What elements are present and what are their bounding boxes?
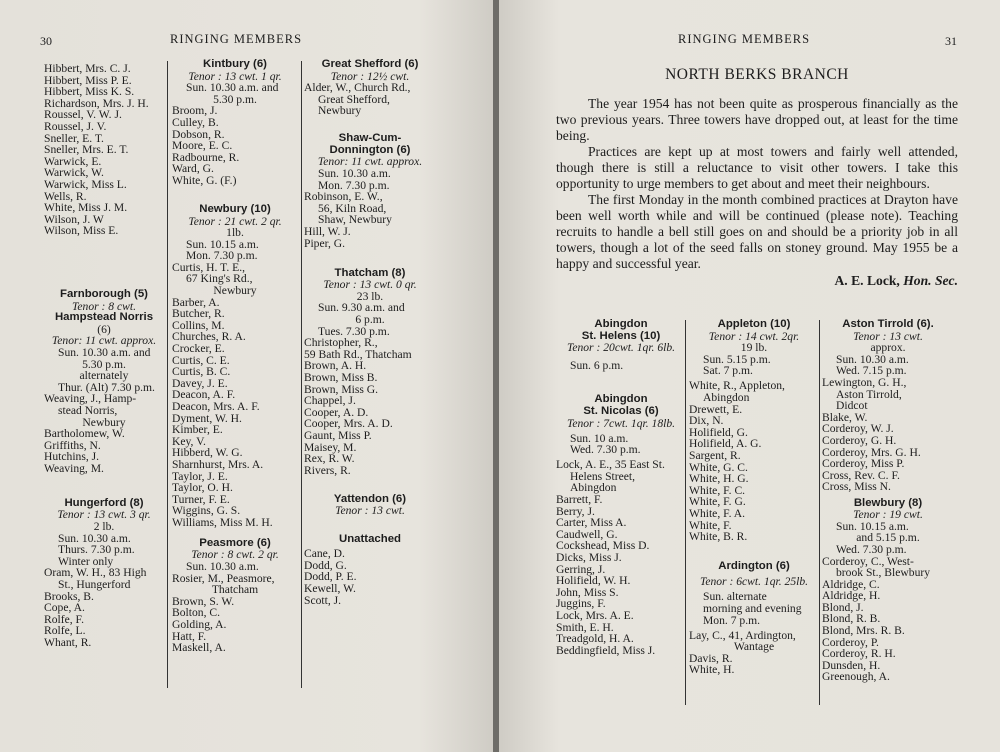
member-name: Gerring, J. [556, 562, 606, 576]
entry-detail: Sun. 10.30 a.m. [836, 352, 909, 366]
member-name: Dodd, G. [304, 558, 347, 572]
member-column-1 [556, 319, 686, 656]
report-paragraph: Practices are kept up at most towers and fairly well attended, though there is still a reluctance to visit other towers. I take this opportunity to urge members to get about and meet their neighbours. [556, 144, 958, 191]
tower-heading: St. Helens (10) [581, 329, 661, 342]
member-name: Butcher, R. [172, 307, 225, 321]
tenor-weight: Tenor : 12½ cwt. [330, 69, 410, 83]
member-name: Sharnhurst, Mrs. A. [172, 457, 264, 471]
member-name: Griffiths, N. [44, 438, 101, 452]
member-name: Caudwell, G. [556, 527, 618, 541]
entry-detail: morning and evening [703, 602, 802, 616]
member-name: Warwick, W. [44, 166, 104, 180]
spacer [44, 475, 164, 498]
entry-detail: Sun. 10.30 a.m. [318, 166, 391, 180]
member-name: White, H. G. [689, 472, 749, 486]
member-name: Hibbert, Mrs. C. J. [44, 62, 131, 75]
tower-heading: Abingdon [594, 318, 648, 330]
member-name: Golding, A. [172, 617, 227, 631]
member-name: Brooks, B. [44, 589, 94, 603]
member-name: Scott, J. [304, 593, 342, 607]
member-name: Brown, Miss G. [304, 382, 379, 396]
member-name: Hatt, F. [172, 629, 207, 643]
tower-heading: Yattendon (6) [333, 492, 407, 505]
tower-heading: Unattached [338, 533, 402, 546]
tower-heading: Thatcham (8) [334, 266, 406, 279]
member-name: Corderoy, Miss P. [822, 457, 905, 471]
member-name: White, G. C. [689, 460, 748, 474]
member-name: Weaving, J., Hamp- [44, 392, 137, 406]
member-name: Kimber, E. [172, 423, 223, 437]
entry-detail: Mon. 7.30 p.m. [186, 249, 258, 263]
member-name: Key, V. [172, 434, 206, 448]
tower-heading: Hungerford (8) [64, 496, 144, 509]
member-name: Roussel, J. V. [44, 119, 107, 133]
spacer [172, 187, 298, 204]
report-paragraph: The year 1954 has not been quite as prosperous financially as the two previous years. Three towers have dropped out, at least for the time being. [556, 96, 958, 143]
column-rule [685, 320, 686, 705]
member-name: Rolfe, F. [44, 612, 84, 626]
member-name: Corderoy, C., West- [822, 554, 914, 568]
entry-detail: stead Norris, [58, 404, 118, 418]
spacer [44, 237, 164, 289]
member-name: Brown, A. H. [304, 359, 367, 373]
member-name: Blond, J. [822, 600, 864, 614]
entry-detail: 56, Kiln Road, [318, 201, 387, 215]
tenor-weight: Tenor : 13 cwt. 3 qr. [57, 508, 151, 522]
member-name: Williams, Miss M. H. [172, 515, 273, 529]
member-name: John, Miss S. [556, 585, 619, 599]
left-page [0, 0, 493, 752]
member-name: Alder, W., Church Rd., [304, 81, 411, 95]
member-name: Holifield, G. [689, 425, 748, 439]
tenor-weight: Tenor : 7cwt. 1qr. 18lb. [566, 416, 676, 430]
member-name: 59 Bath Rd., Thatcham [304, 347, 412, 361]
member-name: Broom, J. [172, 104, 218, 118]
running-head: RINGING MEMBERS [170, 32, 303, 46]
entry-detail: Didcot [836, 399, 868, 413]
member-name: Dyment, W. H. [172, 411, 242, 425]
member-name: Corderoy, R. H. [822, 647, 896, 661]
member-name: Greenough, A. [822, 670, 890, 684]
member-name: Corderoy, P. [822, 635, 879, 649]
tower-heading: Hampstead Norris [54, 311, 154, 324]
member-name: Hutchins, J. [44, 450, 100, 464]
member-name: Lay, C., 41, Ardington, [689, 628, 796, 642]
entry-detail: Sun. 5.15 p.m. [703, 352, 771, 366]
tenor-weight: Tenor : 13 cwt. [335, 504, 405, 518]
member-column-3 [304, 59, 436, 606]
column-rule [819, 320, 820, 705]
member-name: Davey, J. E. [172, 376, 228, 390]
member-name: Corderoy, G. H. [822, 433, 897, 447]
entry-continuation: 5.30 p.m. [213, 92, 257, 106]
member-name: Wilson, J. W [44, 212, 104, 226]
member-name: Juggins, F. [556, 597, 606, 611]
member-name: Curtis, H. T. E., [172, 260, 245, 274]
entry-detail: Aston Tirrold, [836, 387, 902, 401]
member-name: Smith, E. H. [556, 620, 614, 634]
entry-continuation: 23 lb. [356, 289, 384, 303]
member-name: Taylor, J. E. [172, 469, 228, 483]
column-rule [301, 61, 302, 688]
member-name: Wells, R. [44, 189, 87, 203]
entry-continuation: 1lb. [226, 226, 244, 240]
member-name: Corderoy, W. J. [822, 422, 894, 436]
entry-detail: Sun. 10.30 a.m. and [186, 81, 279, 95]
member-name: White, F. A. [689, 506, 746, 520]
member-name: Lock, A. E., 35 East St. [556, 458, 665, 472]
member-name: Maisey, M. [304, 440, 357, 454]
entry-detail: Helens Street, [570, 469, 636, 483]
entry-continuation: (6) [97, 322, 111, 336]
member-name: Rolfe, L. [44, 624, 86, 638]
member-name: Whant, R. [44, 635, 92, 649]
member-name: Hibbert, Miss P. E. [44, 73, 132, 87]
entry-continuation: Wantage [733, 640, 775, 654]
entry-detail: Sun. 10.30 a.m. [186, 560, 259, 573]
entry-continuation: Newbury [82, 415, 126, 429]
running-head: RINGING MEMBERS [678, 32, 811, 46]
member-column-2 [689, 319, 819, 676]
tenor-weight: Tenor : 21 cwt. 2 qr. [188, 214, 282, 228]
tower-heading: Kintbury (6) [203, 58, 267, 70]
entry-detail: Sun. 10.30 a.m. [58, 531, 131, 545]
column-rule [167, 61, 168, 688]
member-name: Bartholomew, W. [44, 427, 125, 441]
member-name: Collins, M. [172, 318, 225, 332]
member-name: Davis, R. [689, 651, 733, 665]
member-name: Corderoy, Mrs. G. H. [822, 445, 921, 459]
member-name: Sargent, R. [689, 449, 741, 462]
tower-heading: Ardington (6) [718, 560, 790, 573]
spacer [304, 249, 436, 268]
report-paragraph: The first Monday in the month combined practices at Drayton have been well worth while and will be continued (please note). Teaching recruits to handle a bell still goes on and should be a priority job in all towers, though a lot of the seed falls on stoney ground. May 1955 be a happy and successful year. [556, 192, 958, 271]
member-name: Barber, A. [172, 295, 220, 309]
member-name: Wilson, Miss E. [44, 224, 119, 238]
spacer [304, 476, 436, 493]
entry-detail: brook St., Blewbury [836, 566, 931, 580]
entry-continuation: 19 lb. [740, 341, 768, 355]
entry-detail: Great Shefford, [318, 92, 390, 106]
signature-name: A. E. Lock, [834, 273, 900, 288]
member-name: Oram, W. H., 83 High [44, 566, 147, 580]
entry-continuation: Newbury [213, 284, 257, 298]
entry-detail: Thur. (Alt) 7.30 p.m. [58, 380, 155, 394]
tenor-weight: Tenor : 8 cwt. 2 qr. [191, 548, 279, 562]
member-name: Lock, Mrs. A. E. [556, 608, 634, 622]
member-name: Rex, R. W. [304, 452, 355, 466]
member-name: Rivers, R. [304, 463, 351, 477]
entry-detail: Thurs. 7.30 p.m. [58, 543, 135, 557]
member-name: Wiggins, G. S. [172, 504, 241, 518]
tenor-weight: Tenor : 13 cwt. [853, 329, 923, 343]
member-name: Richardson, Mrs. J. H. [44, 96, 149, 110]
entry-detail: Sun. 10.15 a.m. [186, 237, 259, 251]
member-name: Christopher, R., [304, 336, 378, 350]
member-name: White, F. C. [689, 483, 746, 497]
member-column-1 [44, 63, 164, 649]
tenor-weight: Tenor : 13 cwt. 0 qr. [323, 278, 417, 292]
member-name: Kewell, W. [304, 582, 356, 596]
tenor-weight: Tenor : 19 cwt. [853, 508, 923, 522]
entry-continuation: and 5.15 p.m. [856, 531, 920, 545]
member-name: Piper, G. [304, 236, 346, 250]
member-name: Berry, J. [556, 504, 595, 518]
entry-continuation: 2 lb. [93, 519, 115, 533]
member-name: Dix, N. [689, 414, 724, 428]
member-name: Radbourne, R. [172, 150, 240, 164]
member-name: Holifield, W. H. [556, 574, 631, 588]
member-name: Churches, R. A. [172, 330, 246, 344]
spacer [556, 371, 686, 394]
entry-detail: Wed. 7.15 p.m. [836, 364, 907, 378]
branch-title: NORTH BERKS BRANCH [665, 66, 849, 83]
page-number: 31 [945, 34, 957, 48]
entry-detail: Shaw, Newbury [318, 213, 392, 227]
entry-continuation: alternately [79, 369, 129, 383]
member-name: Cope, A. [44, 601, 85, 615]
entry-detail: Abingdon [570, 481, 617, 495]
member-name: Blond, R. B. [822, 612, 881, 626]
member-name: Cane, D. [304, 547, 345, 561]
member-name: Cooper, A. D. [304, 405, 369, 419]
member-name: Gaunt, Miss P. [304, 429, 372, 442]
member-name: Holifield, A. G. [689, 437, 762, 451]
member-name: Taylor, O. H. [172, 481, 233, 495]
member-name: Dodd, P. E. [304, 570, 357, 584]
branch-report [556, 96, 958, 289]
entry-detail: Abingdon [703, 391, 750, 405]
page-number: 30 [40, 34, 52, 48]
member-name: Robinson, E. W., [304, 190, 383, 204]
member-name: Beddingfield, Miss J. [556, 643, 656, 657]
member-name: Cross, Miss N. [822, 480, 891, 494]
member-name: Drewett, E. [689, 402, 743, 416]
tower-heading: St. Nicolas (6) [583, 404, 659, 417]
member-name: Curtis, C. E. [172, 353, 230, 367]
member-name: Warwick, Miss L. [44, 177, 127, 191]
entry-detail: Wed. 7.30 p.m. [570, 443, 641, 457]
entry-detail: Sat. 7 p.m. [703, 364, 753, 378]
member-name: Aldridge, H. [822, 589, 881, 603]
member-name: Turner, F. E. [172, 492, 230, 506]
member-name: Chappel, J. [304, 394, 356, 408]
member-name: Blond, Mrs. R. B. [822, 624, 905, 638]
tenor-weight: Tenor: 11 cwt. approx. [51, 334, 157, 348]
tower-heading: Great Shefford (6) [321, 58, 419, 70]
entry-continuation: 6 p.m. [355, 313, 385, 327]
entry-detail: Sun. 10.15 a.m. [836, 519, 909, 533]
member-name: Warwick, E. [44, 154, 102, 168]
member-name: Sneller, Mrs. E. T. [44, 143, 129, 157]
member-name: Hibberd, W. G. [172, 446, 243, 460]
member-name: Culley, B. [172, 115, 219, 129]
entry-continuation: Thatcham [211, 583, 259, 597]
member-name: Aldridge, C. [822, 577, 880, 591]
entry-detail: Wed. 7.30 p.m. [836, 542, 907, 556]
entry-continuation: 5.30 p.m. [82, 357, 126, 371]
member-name: Rosier, M., Peasmore, [172, 571, 275, 585]
member-name: Ward, G. [172, 162, 214, 176]
tower-heading: Donnington (6) [329, 143, 411, 156]
entry-detail: Winter only [58, 554, 114, 568]
tenor-weight: Tenor: 11 cwt. approx. [317, 155, 423, 169]
member-name: Weaving, M. [44, 462, 104, 475]
member-name: Brown, Miss B. [304, 371, 378, 385]
member-name: Deacon, Mrs. A. F. [172, 400, 260, 414]
member-name: Blake, W. [822, 410, 868, 424]
member-name: Roussel, V. W. J. [44, 108, 122, 122]
tower-heading: Shaw-Cum- [338, 132, 402, 145]
member-name: Barrett, F. [556, 493, 603, 507]
member-name: Crocker, E. [172, 342, 225, 356]
tower-heading: Aston Tirrold (6). [842, 318, 934, 330]
member-name: Dobson, R. [172, 127, 225, 141]
member-name: Moore, E. C. [172, 139, 233, 153]
member-column-2 [172, 59, 298, 654]
member-name: Hill, W. J. [304, 224, 351, 238]
member-name: Cockshead, Miss D. [556, 539, 650, 553]
tower-heading: Farnborough (5) [60, 288, 148, 301]
tower-heading: Appleton (10) [717, 318, 791, 330]
entry-detail: Sun. 6 p.m. [570, 358, 624, 372]
tower-heading: Peasmore (6) [199, 536, 271, 549]
entry-detail: Sun. 10.30 a.m. and [58, 346, 151, 360]
member-name: Cross, Rev. C. F. [822, 468, 900, 482]
tenor-weight: Tenor : 13 cwt. 1 qr. [188, 69, 282, 83]
entry-detail: Mon. 7.30 p.m. [318, 178, 390, 192]
spacer [689, 543, 819, 562]
member-name: White, B. R. [689, 530, 748, 544]
entry-detail: 67 King's Rd., [186, 272, 253, 286]
tenor-weight: Tenor : 20cwt. 1qr. 6lb. [566, 341, 676, 355]
tenor-weight: Tenor : 8 cwt. [72, 299, 136, 313]
member-name: Sneller, E. T. [44, 131, 104, 145]
tower-heading: Abingdon [594, 393, 648, 406]
member-name: Dicks, Miss J. [556, 551, 622, 565]
member-name: Carter, Miss A. [556, 516, 627, 530]
member-name: Dunsden, H. [822, 658, 881, 672]
tower-heading: Newbury (10) [199, 202, 271, 215]
member-name: White, Miss J. M. [44, 201, 128, 215]
entry-detail: Sun. alternate [703, 590, 767, 604]
tenor-weight: Tenor : 14 cwt. 2qr. [708, 329, 800, 343]
member-name: Cooper, Mrs. A. D. [304, 417, 393, 431]
entry-detail: St., Hungerford [58, 577, 131, 591]
spacer [304, 517, 436, 534]
member-name: White, F. G. [689, 495, 746, 509]
member-name: White, R., Appleton, [689, 379, 785, 393]
tenor-weight: Tenor : 6cwt. 1qr. 25lb. [699, 575, 809, 589]
entry-detail: Mon. 7 p.m. [703, 613, 761, 627]
member-name: Deacon, A. F. [172, 388, 236, 402]
member-name: Curtis, B. C. [172, 365, 231, 379]
member-name: Brown, S. W. [172, 594, 235, 608]
entry-detail: Tues. 7.30 p.m. [318, 324, 390, 338]
entry-continuation: approx. [870, 341, 906, 355]
entry-detail: Sun. 9.30 a.m. and [318, 301, 405, 315]
entry-detail: Newbury [318, 104, 362, 118]
tower-heading: Blewbury (8) [853, 496, 923, 509]
member-name: Lewington, G. H., [822, 375, 907, 389]
member-column-3 [822, 319, 954, 683]
member-name: Treadgold, H. A. [556, 632, 634, 646]
member-name: White, F. [689, 518, 732, 532]
signature-title: Hon. Sec. [903, 273, 958, 288]
member-name: Hibbert, Miss K. S. [44, 85, 135, 99]
member-name: Maskell, A. [172, 641, 226, 655]
entry-detail: Sun. 10 a.m. [570, 431, 629, 445]
member-name: White, H. [689, 663, 735, 677]
signature [556, 273, 958, 289]
member-name: White, G. (F.) [172, 173, 237, 187]
member-name: Bolton, C. [172, 606, 220, 620]
spacer [304, 117, 436, 133]
